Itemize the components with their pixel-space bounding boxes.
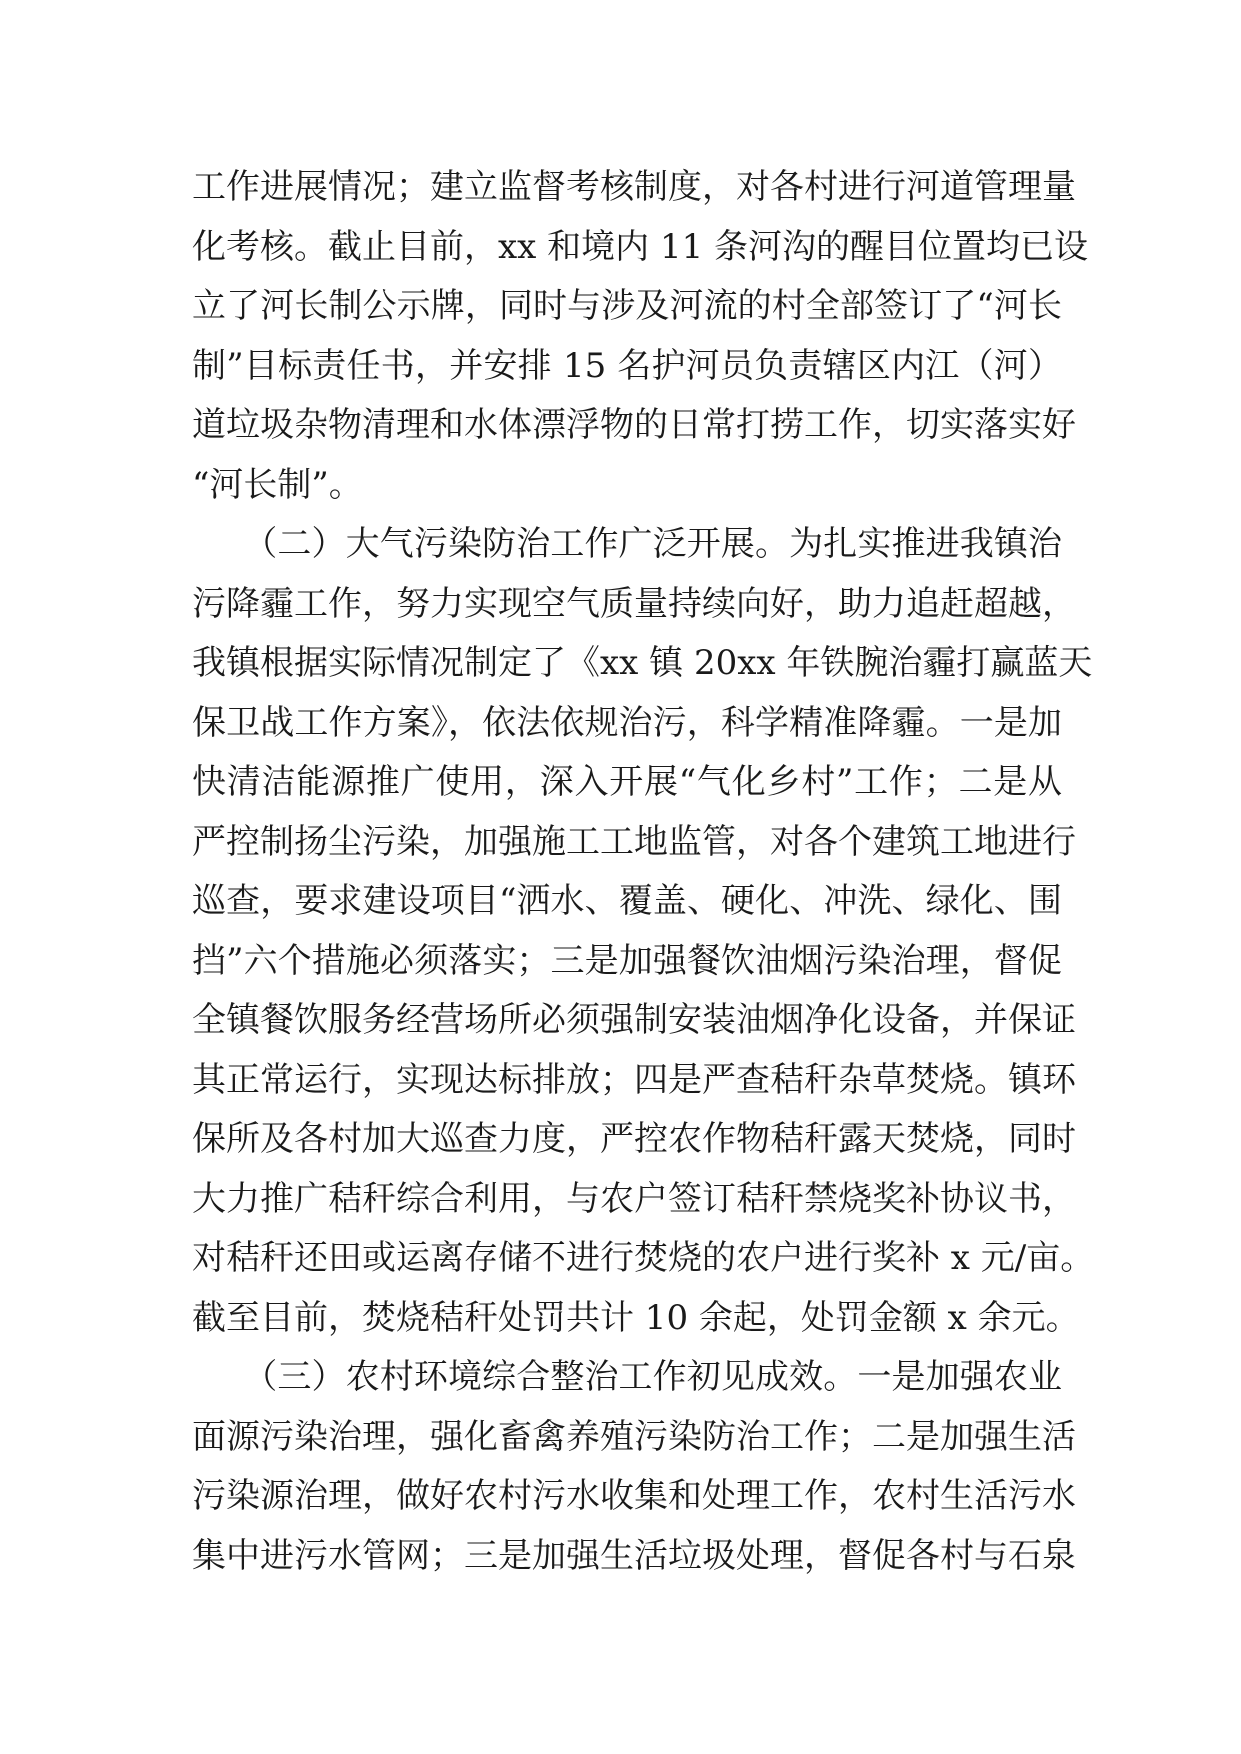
text-line: 集中进污水管网；三是加强生活垃圾处理，督促各村与石泉 [192, 1535, 1076, 1576]
text-line: 严控制扬尘污染，加强施工工地监管，对各个建筑工地进行 [192, 821, 1076, 862]
text-line: 工作进展情况；建立监督考核制度，对各村进行河道管理量 [192, 167, 1076, 207]
text-line: 巡查，要求建设项目“洒水、覆盖、硬化、冲洗、绿化、围 [192, 881, 1062, 921]
text-line: 面源污染治理，强化畜禽养殖污染防治工作；二是加强生活 [192, 1416, 1076, 1457]
text-line: 快清洁能源推广使用，深入开展“气化乡村”工作；二是从 [192, 762, 1062, 802]
text-line: 保所及各村加大巡查力度，严控农作物秸秆露天焚烧，同时 [192, 1119, 1076, 1159]
text-line: 挡”六个措施必须落实；三是加强餐饮油烟污染治理，督促 [192, 940, 1062, 981]
text-line: 截至目前，焚烧秸秆处罚共计 10 余起，处罚金额 x 余元。 [192, 1297, 1080, 1338]
text-line: 制”目标责任书，并安排 15 名护河员负责辖区内江（河） [192, 345, 1062, 386]
body-text [192, 158, 1095, 1586]
text-line: 大力推广秸秆综合利用，与农户签订秸秆禁烧奖补协议书， [192, 1178, 1076, 1219]
paragraph-heading-line: （二）大气污染防治工作广泛开展。为扎实推进我镇治 [192, 524, 1062, 564]
text-line: “河长制”。 [192, 464, 363, 505]
text-line: 立了河长制公示牌，同时与涉及河流的村全部签订了“河长 [192, 286, 1062, 326]
text-line: 道垃圾杂物清理和水体漂浮物的日常打捞工作，切实落实好 [192, 405, 1076, 445]
text-line: 全镇餐饮服务经营场所必须强制安装油烟净化设备，并保证 [192, 1000, 1076, 1040]
text-line: 其正常运行，实现达标排放；四是严查秸秆杂草焚烧。镇环 [192, 1059, 1076, 1100]
text-line: 化考核。截止目前，xx 和境内 11 条河沟的醒目位置均已设 [192, 226, 1089, 267]
text-line: 保卫战工作方案》，依法依规治污，科学精准降霾。一是加 [192, 702, 1062, 743]
paragraph-heading-line: （三）农村环境综合整治工作初见成效。一是加强农业 [192, 1357, 1062, 1397]
text-line: 污降霾工作，努力实现空气质量持续向好，助力追赶超越， [192, 583, 1076, 624]
text-line: 我镇根据实际情况制定了《xx 镇 20xx 年铁腕治霾打赢蓝天 [192, 643, 1093, 683]
text-line: 对秸秆还田或运离存储不进行焚烧的农户进行奖补 x 元/亩。 [192, 1238, 1095, 1278]
text-line: 污染源治理，做好农村污水收集和处理工作，农村生活污水 [192, 1476, 1076, 1516]
